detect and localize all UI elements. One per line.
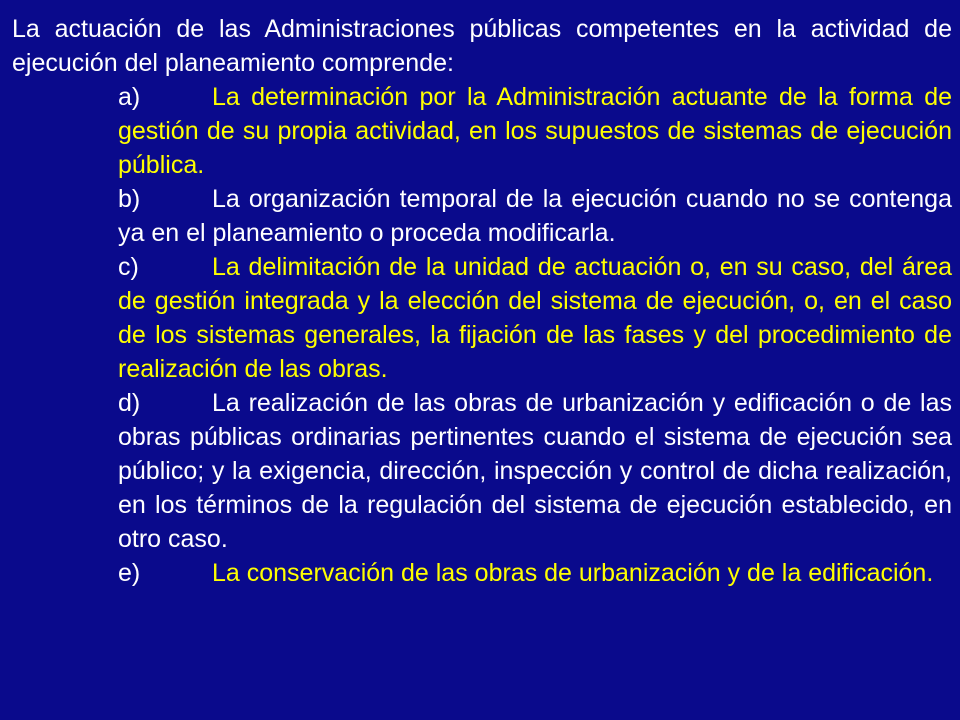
- item-text: La organización temporal de la ejecución cuando no se contenga ya en el planeamiento o proceda modificarla.: [118, 185, 952, 247]
- list-item-c: [118, 250, 952, 386]
- list-item-a: [118, 80, 952, 182]
- item-text: La determinación por la Administración actuante de la forma de gestión de su propia actividad, en los supuestos de sistemas de ejecución pública.: [118, 83, 952, 179]
- item-letter: c): [118, 253, 139, 281]
- item-list: [12, 80, 952, 590]
- intro-paragraph: La actuación de las Administraciones públicas competentes en la actividad de ejecución del planeamiento comprende:: [12, 15, 952, 77]
- item-letter: b): [118, 185, 141, 213]
- item-letter: d): [118, 389, 141, 417]
- item-text: La delimitación de la unidad de actuación o, en su caso, del área de gestión integrada y la elección del sistema de ejecución, o, en el caso de los sistemas generales, la fijación de las fases y del procedimiento de realización de las obras.: [118, 253, 952, 383]
- list-item-e: [118, 556, 952, 590]
- item-letter: e): [118, 559, 141, 587]
- list-item-b: [118, 182, 952, 250]
- item-text: La realización de las obras de urbanización y edificación o de las obras públicas ordinarias pertinentes cuando el sistema de ejecución sea público; y la exigencia, dirección, inspección y control de dicha realización, en los términos de la regulación del sistema de ejecución establecido, en otro caso.: [118, 389, 952, 553]
- item-letter: a): [118, 83, 141, 111]
- item-text: La conservación de las obras de urbanización y de la edificación.: [212, 559, 934, 587]
- list-item-d: [118, 386, 952, 556]
